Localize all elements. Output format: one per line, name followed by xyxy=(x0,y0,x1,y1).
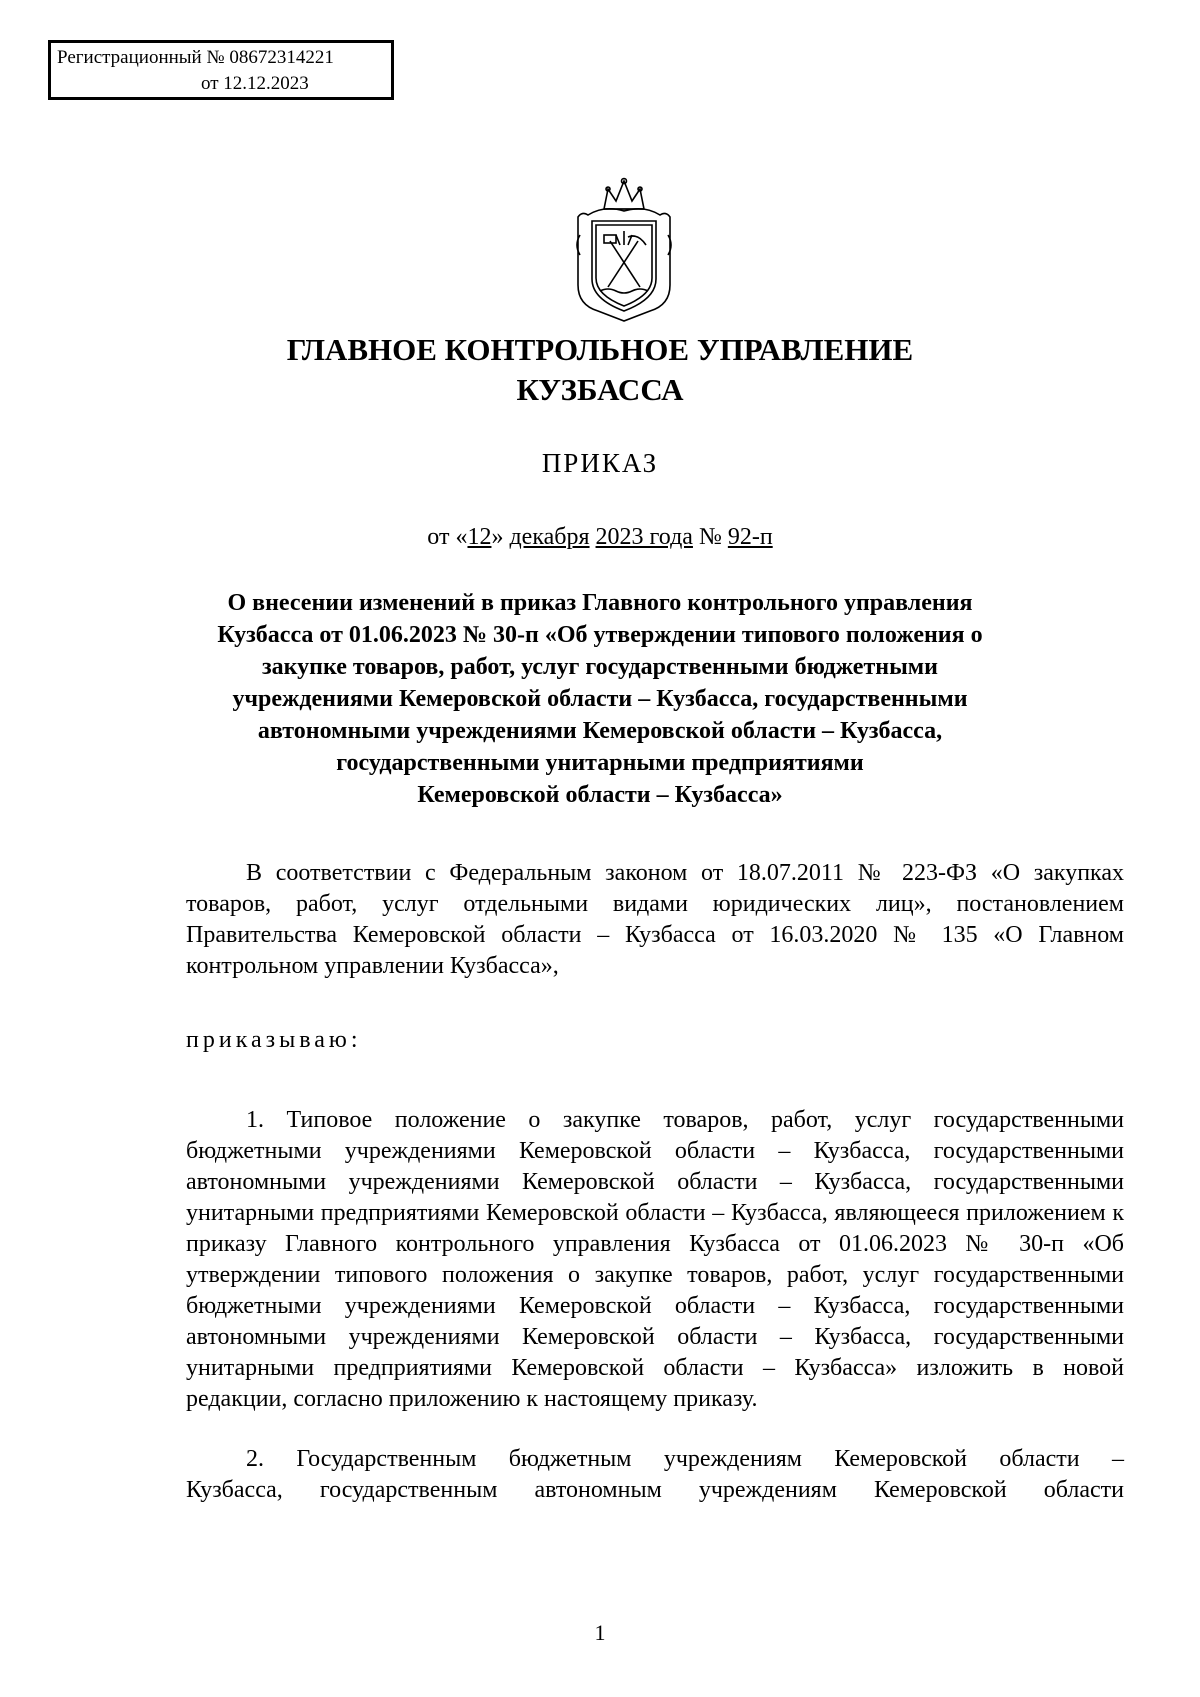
subject-line: учреждениями Кемеровской области – Кузбасса, государственными xyxy=(232,686,968,712)
subject-line: государственными унитарными предприятиями xyxy=(336,750,864,776)
order-word: приказываю: xyxy=(186,1027,362,1053)
order-date-line xyxy=(100,524,1100,551)
order-item-2 xyxy=(186,1444,1124,1506)
date-prefix: от « xyxy=(427,524,468,550)
order-subject xyxy=(150,587,1050,811)
preamble-paragraph: В соответствии с Федеральным законом от 18.07.2011 № 223-ФЗ «О закупках товаров, работ, услуг отдельными видами юридических лиц», постановлением Правительства Кемеровской области – Кузбасса от 16.03.2020 № 135 «О Главном контрольном управлении Кузбасса», xyxy=(186,860,1124,979)
item-2-line: 2. Государственным бюджетным учреждениям Кемеровской области – xyxy=(246,1446,1124,1472)
registration-stamp xyxy=(48,40,394,100)
registration-number: Регистрационный № 08672314221 xyxy=(57,47,334,68)
number-sign: № xyxy=(692,524,728,550)
page-number: 1 xyxy=(594,1620,606,1645)
organization-title-line: ГЛАВНОЕ КОНТРОЛЬНОЕ УПРАВЛЕНИЕ xyxy=(286,332,914,367)
organization-title xyxy=(100,330,1100,410)
order-item-1: 1. Типовое положение о закупке товаров, работ, услуг государственными бюджетными учреждениями Кемеровской области – Кузбасса, государственными автономными учреждениями Кемеровской области – Кузбасса, государственными унитарными предприятиями Кемеровской области – Кузбасса, являющееся приложением к приказу Главного контрольного управления Кузбасса от 01.06.2023 № 30-п «Об утверждении типового положения о закупке товаров, работ, услуг государственными бюджетными учреждениями Кемеровской области – Кузбасса, государственными автономными учреждениями Кемеровской области – Кузбасса, государственными унитарными предприятиями Кемеровской области – Кузбасса» изложить в новой редакции, согласно приложению к настоящему приказу. xyxy=(186,1107,1124,1412)
registration-date: от 12.12.2023 xyxy=(201,73,309,94)
document-type: ПРИКАЗ xyxy=(541,448,659,478)
date-sep: » xyxy=(491,524,510,550)
organization-title-line: КУЗБАССА xyxy=(516,372,684,407)
date-month: декабря xyxy=(509,524,590,550)
subject-line: закупке товаров, работ, услуг государственными бюджетными xyxy=(262,654,938,680)
subject-line: автономными учреждениями Кемеровской области – Кузбасса, xyxy=(257,718,943,744)
item-2-line: Кузбасса, государственным автономным учреждениям Кемеровской области xyxy=(186,1477,1124,1503)
date-year: 2023 года xyxy=(595,524,693,550)
order-number: 92-п xyxy=(727,524,773,550)
subject-line: Кузбасса от 01.06.2023 № 30-п «Об утверждении типового положения о xyxy=(217,622,983,648)
date-day: 12 xyxy=(467,524,492,550)
kuzbass-coat-of-arms-icon xyxy=(568,175,680,325)
subject-line: Кемеровской области – Кузбасса» xyxy=(417,782,783,808)
subject-line: О внесении изменений в приказ Главного контрольного управления xyxy=(227,590,973,616)
